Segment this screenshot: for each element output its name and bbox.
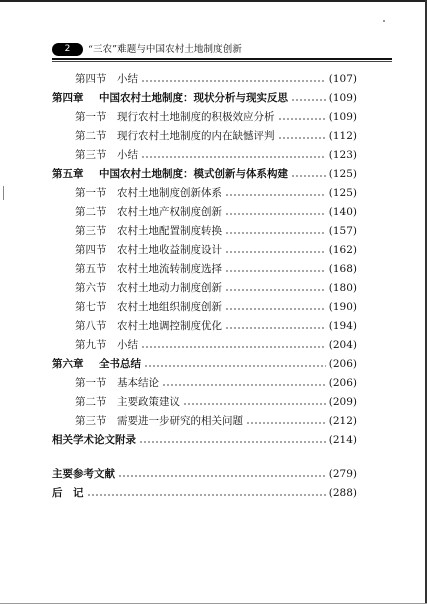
- toc-entry-title: 小结: [117, 339, 138, 351]
- toc-entry-title: 农村土地动力制度创新: [117, 282, 222, 294]
- toc-section-row: [75, 317, 357, 335]
- toc-entry-number: 第二节: [75, 396, 107, 408]
- toc-section-row: [75, 108, 357, 126]
- toc-page-number: (123): [328, 149, 357, 161]
- dot-leader: [118, 475, 326, 477]
- running-header: [52, 42, 392, 58]
- toc-entry-title: 全书总结: [99, 358, 141, 370]
- toc-entry-title: 农村土地收益制度设计: [117, 244, 222, 256]
- dot-leader: [141, 80, 326, 82]
- toc-page-number: (190): [328, 301, 357, 313]
- toc-page-number: (206): [328, 358, 357, 370]
- toc-entry-title: 农村土地配置制度转换: [117, 225, 222, 237]
- toc-page-number: (288): [328, 487, 357, 499]
- dot-leader: [225, 232, 326, 234]
- toc-entry-title: 中国农村土地制度：模式创新与体系构建: [99, 168, 288, 180]
- dot-leader: [225, 270, 326, 272]
- toc-entry-number: 第一节: [75, 187, 107, 199]
- toc-section-row: [75, 127, 357, 145]
- toc-entry-number: 第一节: [75, 377, 107, 389]
- toc-entry-number: 第二节: [75, 206, 107, 218]
- toc-entry-title: 后 记: [52, 487, 84, 499]
- dot-leader: [141, 346, 326, 348]
- toc-entry-number: 第四节: [75, 73, 107, 85]
- toc-entry-title: 农村土地调控制度优化: [117, 320, 222, 332]
- toc-page-number: (109): [328, 111, 357, 123]
- toc-page-number: (279): [328, 468, 357, 480]
- toc-page-number: (194): [328, 320, 357, 332]
- toc-entry-title: 相关学术论文附录: [52, 434, 136, 446]
- toc-section-row: [75, 260, 357, 278]
- dot-leader: [144, 365, 326, 367]
- toc-section-row: [75, 203, 357, 221]
- dot-leader: [291, 175, 326, 177]
- toc-entry-number: 第四章: [52, 92, 84, 104]
- page-number: 2: [64, 44, 71, 54]
- toc-entry-title: 需要进一步研究的相关问题: [117, 415, 243, 427]
- book-title: “三农”难题与中国农村土地制度创新: [88, 44, 242, 55]
- toc-page-number: (125): [328, 187, 357, 199]
- toc-entry-title: 农村土地产权制度创新: [117, 206, 222, 218]
- toc-page-number: (206): [328, 377, 357, 389]
- page-border-top: [0, 0, 427, 2]
- dot-leader: [183, 403, 326, 405]
- toc-section-row: [75, 222, 357, 240]
- page-number-badge: [52, 43, 83, 56]
- toc-section-row: [75, 336, 357, 354]
- toc-chapter-row: [52, 165, 357, 183]
- dot-leader: [225, 289, 326, 291]
- dot-leader: [162, 384, 326, 386]
- dot-leader: [139, 441, 326, 443]
- toc-entry-number: 第四节: [75, 244, 107, 256]
- toc-entry-title: 小结: [117, 73, 138, 85]
- toc-backmatter-row: [52, 484, 357, 502]
- toc-entry-number: 第九节: [75, 339, 107, 351]
- dot-leader: [141, 156, 326, 158]
- toc-entry-title: 现行农村土地制度的内在缺憾评判: [117, 130, 275, 142]
- toc-entry-title: 中国农村土地制度：现状分析与现实反思: [99, 92, 288, 104]
- toc-section-row: [75, 241, 357, 259]
- toc-section-row: [75, 70, 357, 88]
- toc-chapter-row: [52, 355, 357, 373]
- dot-leader: [225, 308, 326, 310]
- toc-page-number: (125): [328, 168, 357, 180]
- dot-leader: [87, 494, 326, 496]
- toc-section-row: [75, 279, 357, 297]
- toc-entry-number: 第一节: [75, 111, 107, 123]
- dot-leader: [246, 422, 326, 424]
- toc-entry-title: 主要参考文献: [52, 468, 115, 480]
- header-rule: [52, 58, 392, 60]
- toc-entry-title: 主要政策建议: [117, 396, 180, 408]
- dot-leader: [225, 194, 326, 196]
- toc-entry-title: 农村土地流转制度选择: [117, 263, 222, 275]
- dot-leader: [291, 99, 326, 101]
- toc-page-number: (109): [328, 92, 357, 104]
- toc-entry-number: 第三节: [75, 149, 107, 161]
- toc-page-number: (112): [328, 130, 357, 142]
- toc-backmatter-row: [52, 465, 357, 483]
- toc-backmatter-row: [52, 431, 357, 449]
- toc-entry-title: 现行农村土地制度的积极效应分析: [117, 111, 275, 123]
- dot-leader: [278, 137, 326, 139]
- toc-chapter-row: [52, 89, 357, 107]
- toc-section-row: [75, 393, 357, 411]
- scan-mark: [3, 186, 4, 200]
- toc-page-number: (214): [328, 434, 357, 446]
- toc-entry-number: 第五节: [75, 263, 107, 275]
- toc-section-row: [75, 146, 357, 164]
- toc-page-number: (209): [328, 396, 357, 408]
- toc-page-number: (140): [328, 206, 357, 218]
- toc-page-number: (162): [328, 244, 357, 256]
- header-rule-thin: [52, 61, 392, 62]
- toc-entry-number: 第八节: [75, 320, 107, 332]
- toc-entry-number: 第六章: [52, 358, 84, 370]
- toc-page-number: (212): [328, 415, 357, 427]
- toc-entry-title: 农村土地制度创新体系: [117, 187, 222, 199]
- toc-section-row: [75, 412, 357, 430]
- dot-leader: [278, 118, 326, 120]
- dot-leader: [225, 251, 326, 253]
- dot-leader: [225, 327, 326, 329]
- toc-page-number: (107): [328, 73, 357, 85]
- dot-leader: [225, 213, 326, 215]
- scan-dot: [383, 20, 385, 22]
- toc-section-row: [75, 374, 357, 392]
- toc-entry-number: 第三节: [75, 415, 107, 427]
- toc-page-number: (157): [328, 225, 357, 237]
- toc-section-row: [75, 184, 357, 202]
- toc-page-number: (168): [328, 263, 357, 275]
- toc-entry-title: 农村土地组织制度创新: [117, 301, 222, 313]
- toc-entry-number: 第七节: [75, 301, 107, 313]
- toc-entry-title: 基本结论: [117, 377, 159, 389]
- toc-entry-number: 第六节: [75, 282, 107, 294]
- toc-section-row: [75, 298, 357, 316]
- toc-page-number: (204): [328, 339, 357, 351]
- toc-entry-number: 第三节: [75, 225, 107, 237]
- toc-entry-number: 第五章: [52, 168, 84, 180]
- toc-entry-title: 小结: [117, 149, 138, 161]
- toc-entry-number: 第二节: [75, 130, 107, 142]
- toc-page-number: (180): [328, 282, 357, 294]
